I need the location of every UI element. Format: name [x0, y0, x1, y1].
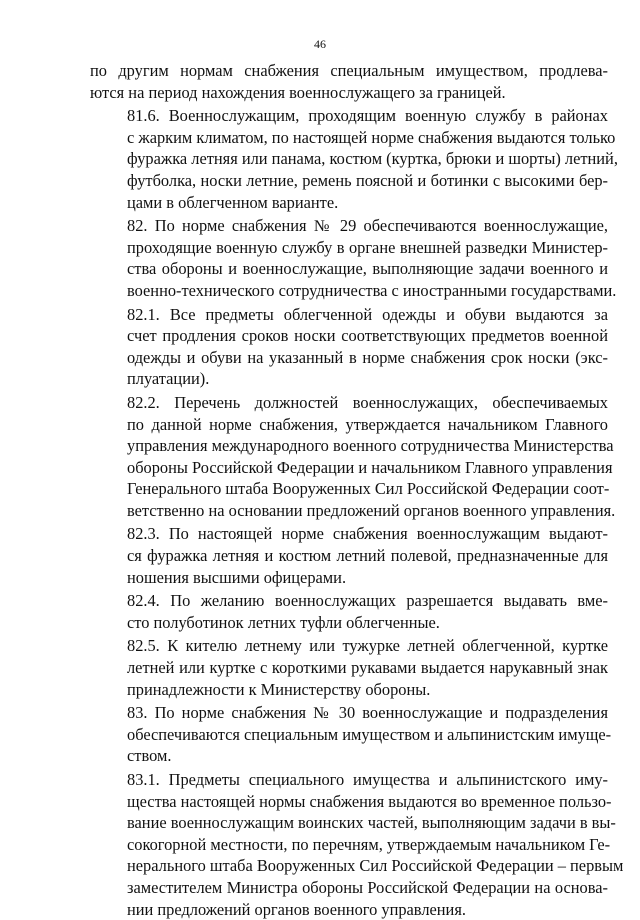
- text-line: 82.2. Перечень должностей военнослужащих, обеспечиваемых: [127, 392, 608, 412]
- text-line: ношения высшими офицерами.: [127, 567, 347, 587]
- paragraph: [90, 215, 617, 301]
- text-line: 83. По норме снабжения № 30 военнослужащие и подразделения: [127, 703, 608, 723]
- page-number: 46: [314, 37, 326, 51]
- text-line: обороны Российской Федерации и начальником Главного управления: [127, 457, 613, 477]
- text-line: 82.5. К кителю летнему или тужурке летней облегченной, куртке: [127, 636, 608, 656]
- text-line: военно-технического сотрудничества с иностранными государствами.: [127, 280, 617, 300]
- text-line: 82.1. Все предметы облегченной одежды и обуви выдаются за: [127, 304, 608, 324]
- text-line: ются на период нахождения военнослужащего за границей.: [90, 82, 506, 102]
- text-line: ся фуражка летняя и костюм летний полевой, предназначенные для: [127, 546, 608, 566]
- text-line: одежды и обуви на указанный в норме снабжения срок носки (экс-: [127, 347, 608, 367]
- text-line: фуражка летняя или панама, костюм (куртка, брюки и шорты) летний,: [127, 149, 618, 169]
- text-line: принадлежности к Министерству обороны.: [127, 679, 431, 699]
- paragraph: [90, 105, 618, 213]
- text-line: по данной норме снабжения, утверждается начальником Главного: [127, 414, 608, 434]
- text-line: футболка, носки летние, ремень поясной и ботинки с высокими бер-: [127, 170, 608, 190]
- text-line: проходящие военную службу в органе внешней разведки Министер-: [127, 237, 608, 257]
- paragraph: [90, 769, 624, 920]
- text-line: 83.1. Предметы специального имущества и альпинистского иму-: [127, 770, 608, 789]
- text-line: цами в облегченном варианте.: [127, 192, 339, 212]
- paragraph: [90, 392, 616, 522]
- paragraph: [90, 635, 608, 700]
- text-line: щества настоящей нормы снабжения выдаются во временное пользо-: [127, 791, 612, 811]
- text-line: 82.3. По настоящей норме снабжения военнослужащим выдают-: [127, 524, 608, 544]
- text-line: по другим нормам снабжения специальным имуществом, продлева-: [90, 61, 608, 80]
- paragraph: [90, 304, 608, 390]
- text-line: нерального штаба Вооруженных Сил Российской Федерации – первым: [127, 856, 624, 876]
- text-line: заместителем Министра обороны Российской Федерации на основа-: [127, 877, 608, 897]
- paragraph: [90, 702, 612, 767]
- text-line: Генерального штаба Вооруженных Сил Российской Федерации соот-: [127, 479, 610, 499]
- paragraph: [90, 590, 608, 633]
- text-line: ством.: [127, 746, 172, 766]
- text-line: счет продления сроков носки соответствующих предметов военной: [127, 326, 608, 346]
- paragraph: [90, 523, 608, 588]
- text-line: сто полуботинок летних туфли облегченные.: [127, 612, 440, 632]
- text-line: плуатации).: [127, 369, 210, 389]
- text-line: обеспечиваются специальным имуществом и альпинистским имуще-: [127, 724, 612, 744]
- text-line: 82. По норме снабжения № 29 обеспечиваются военнослужащие,: [127, 216, 608, 236]
- text-line: ства обороны и военнослужащие, выполняющие задачи военного и: [127, 259, 608, 279]
- text-line: ветственно на основании предложений органов военного управления.: [127, 500, 616, 520]
- paragraph: [90, 60, 608, 103]
- document-body: [90, 60, 624, 920]
- text-line: 81.6. Военнослужащим, проходящим военную службу в районах: [127, 106, 608, 126]
- text-line: с жарким климатом, по настоящей норме снабжения выдаются только: [127, 127, 616, 147]
- text-line: 82.4. По желанию военнослужащих разрешается выдавать вме-: [127, 591, 608, 611]
- text-line: нии предложений органов военного управления.: [127, 899, 466, 919]
- text-line: сокогорной местности, по перечням, утверждаемым начальником Ге-: [127, 834, 611, 854]
- text-line: управления международного военного сотрудничества Министерства: [127, 436, 614, 456]
- text-line: вание военнослужащим воинских частей, выполняющим задачи в вы-: [127, 813, 616, 833]
- text-line: летней или куртке с короткими рукавами выдается нарукавный знак: [127, 658, 608, 678]
